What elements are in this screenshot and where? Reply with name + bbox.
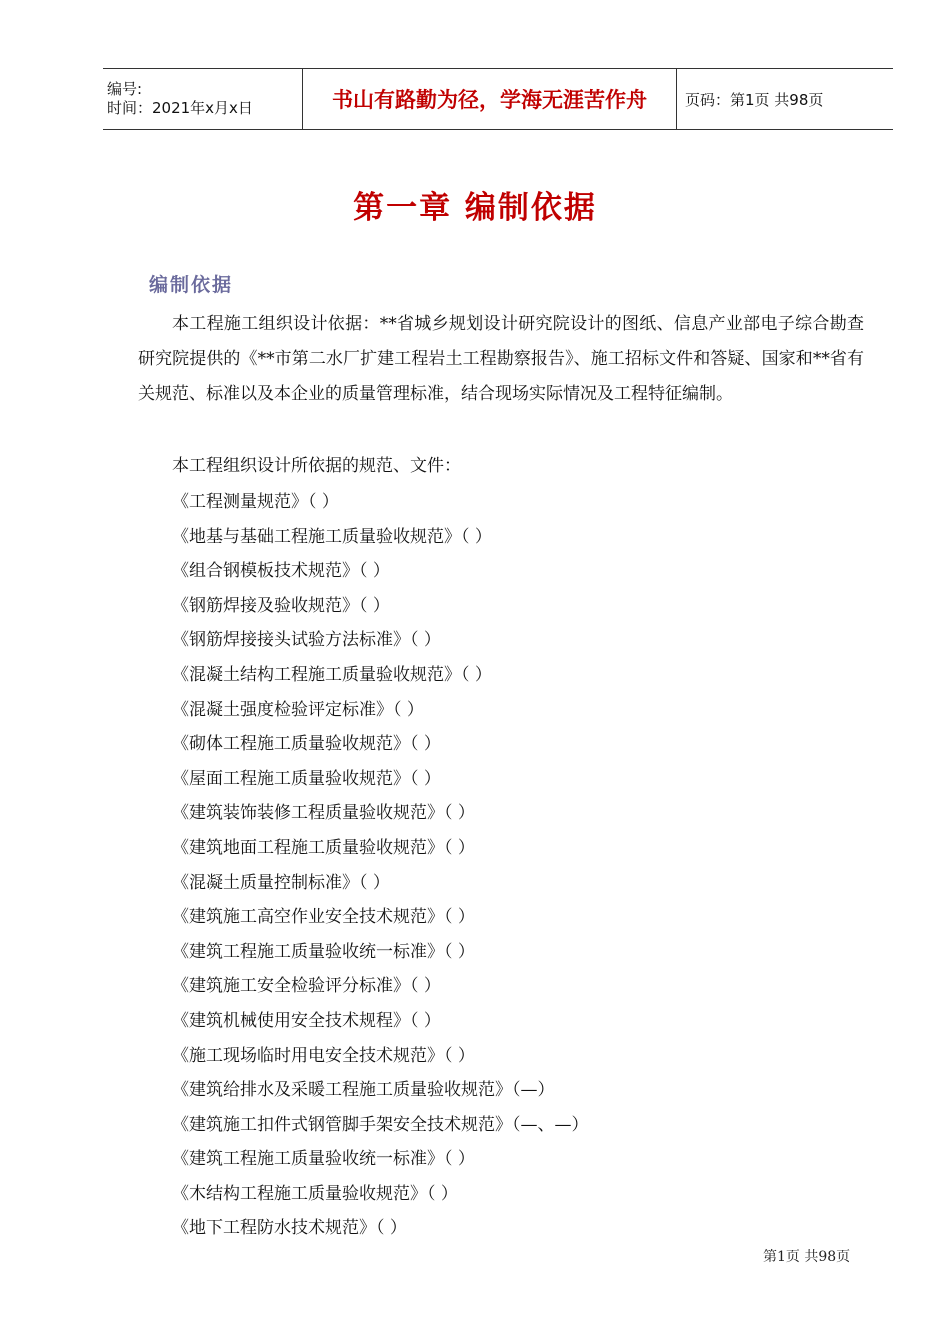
standard-item: 《施工现场临时用电安全技术规范》（ ） [172,1045,475,1066]
header-page-info [677,69,893,129]
header-meta [103,69,303,129]
standard-item: 《建筑给排水及采暖工程施工质量验收规范》（—） [172,1080,555,1101]
header-page-number: 页码：第1页 共98页 [685,90,824,109]
standard-item: 《地基与基础工程施工质量验收规范》（ ） [172,526,492,547]
motto-text: 书山有路勤为径，学海无涯苦作舟 [332,88,647,112]
standard-item: 《建筑机械使用安全技术规程》（ ） [172,1010,441,1031]
document-date: 时间：2021年x月x日 [107,99,253,117]
standard-item: 《混凝土强度检验评定标准》（ ） [172,699,424,720]
standard-item: 《混凝土结构工程施工质量验收规范》（ ） [172,664,492,685]
intro-paragraph: 本工程施工组织设计依据：**省城乡规划设计研究院设计的图纸、信息产业部电子综合勘查研究院提供的《**市第二水厂扩建工程岩土工程勘察报告》、施工招标文件和答疑、国家和**省有关规范、标准以及本企业的质量管理标准，结合现场实际情况及工程特征编制。 [138,314,864,404]
standard-item: 《建筑地面工程施工质量验收规范》（ ） [172,837,475,858]
section-heading: 编制依据 [149,274,234,296]
standard-item: 《建筑工程施工质量验收统一标准》（ ） [172,941,475,962]
standard-item: 《混凝土质量控制标准》（ ） [172,872,390,893]
header-motto [303,69,677,129]
standard-item: 《砌体工程施工质量验收规范》（ ） [172,734,441,755]
page-footer: 第1页 共98页 [763,1249,851,1265]
list-intro: 本工程组织设计所依据的规范、文件： [172,456,461,476]
standard-item: 《工程测量规范》（ ） [172,492,339,512]
standard-item: 《组合钢模板技术规范》（ ） [172,561,390,582]
standard-item: 《建筑装饰装修工程质量验收规范》（ ） [172,803,475,824]
document-number-label: 编号: [107,80,143,98]
standard-item: 《钢筋焊接接头试验方法标准》（ ） [172,630,441,651]
standard-item: 《建筑工程施工质量验收统一标准》（ ） [172,1149,475,1170]
standard-item: 《建筑施工高空作业安全技术规范》（ ） [172,907,475,928]
standards-list [172,485,589,1246]
standard-item: 《屋面工程施工质量验收规范》（ ） [172,768,441,789]
standard-item: 《建筑施工安全检验评分标准》（ ） [172,976,441,997]
chapter-title: 第一章 编制依据 [353,190,597,226]
page-header [103,68,893,130]
standard-item: 《木结构工程施工质量验收规范》（ ） [172,1183,458,1204]
standard-item: 《建筑施工扣件式钢管脚手架安全技术规范》（—、—） [172,1114,589,1135]
standard-item: 《地下工程防水技术规范》（ ） [172,1218,407,1239]
standard-item: 《钢筋焊接及验收规范》（ ） [172,595,390,616]
